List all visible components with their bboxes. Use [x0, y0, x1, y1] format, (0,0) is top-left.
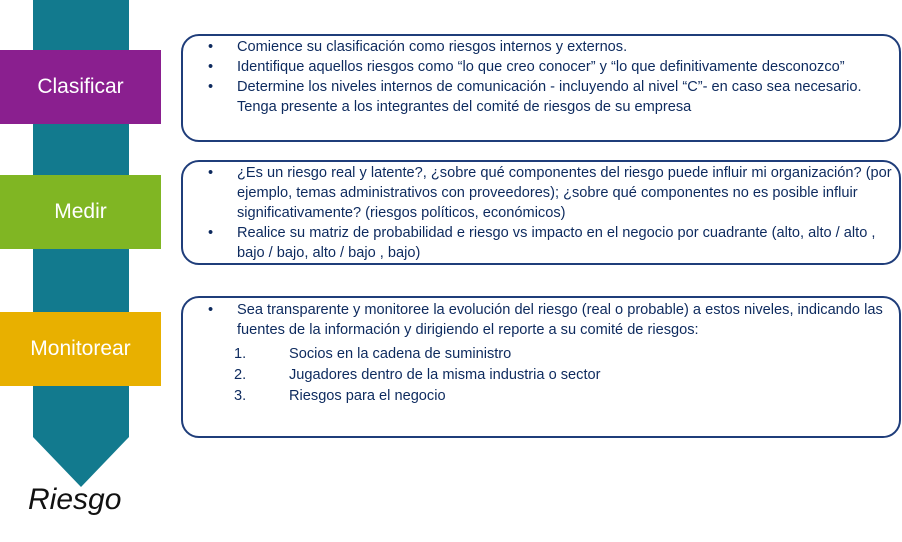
monitorear-bullet [183, 300, 899, 340]
bullet-text: Identifique aquellos riesgos como “lo que creo conocer” y “lo que definitivamente desconozco” [237, 59, 845, 75]
stage-clasificar [0, 50, 161, 124]
monitorear-box [181, 296, 901, 438]
bullet-text: Realice su matriz de probabilidad e riesgo vs impacto en el negocio por cuadrante (alto, alto / alto , bajo / bajo, alto / bajo , bajo) [237, 225, 876, 261]
item-text: Riesgos para el negocio [289, 388, 446, 404]
bullet-text: Comience su clasificación como riesgos internos y externos. [237, 39, 628, 55]
stage-label-clasificar: Clasificar [37, 75, 124, 98]
bullet-text: Determine los niveles internos de comunicación - incluyendo al nivel “C”- en caso sea necesario. Tenga presente a los integrantes del comité de riesgos de su empresa [237, 79, 862, 115]
bullet-dot: • [208, 39, 214, 55]
clasificar-bullet [183, 77, 899, 117]
bullet-dot: • [208, 302, 214, 318]
medir-bullet [183, 223, 899, 263]
bullet-dot: • [208, 59, 214, 75]
bullet-dot: • [208, 165, 214, 181]
numbered-item [183, 344, 899, 364]
bullet-dot: • [208, 225, 214, 241]
stage-medir [0, 175, 161, 249]
item-number: 3. [234, 388, 247, 404]
numbered-item [183, 386, 899, 406]
medir-bullet [183, 163, 899, 223]
medir-box [181, 160, 901, 265]
riesgo-label: Riesgo [28, 483, 122, 516]
clasificar-bullet [183, 37, 899, 57]
clasificar-bullet [183, 57, 899, 77]
stage-label-medir: Medir [54, 200, 107, 223]
item-number: 2. [234, 367, 247, 383]
item-number: 1. [234, 346, 247, 362]
item-text: Jugadores dentro de la misma industria o sector [289, 367, 601, 383]
clasificar-box [181, 34, 901, 142]
bullet-dot: • [208, 79, 214, 95]
bullet-text: ¿Es un riesgo real y latente?, ¿sobre qué componentes del riesgo puede influir mi organización? (por ejemplo, temas administrativos con proveedores); ¿sobre qué componentes no es posible influir significativamente? (riesgos políticos, económicos) [237, 165, 892, 221]
item-text: Socios en la cadena de suministro [289, 346, 512, 362]
stage-label-monitorear: Monitorear [30, 337, 131, 360]
stage-monitorear [0, 312, 161, 386]
numbered-item [183, 365, 899, 385]
bullet-text: Sea transparente y monitoree la evolución del riesgo (real o probable) a estos niveles, indicando las fuentes de la información y dirigiendo el reporte a su comité de riesgos: [237, 302, 883, 338]
